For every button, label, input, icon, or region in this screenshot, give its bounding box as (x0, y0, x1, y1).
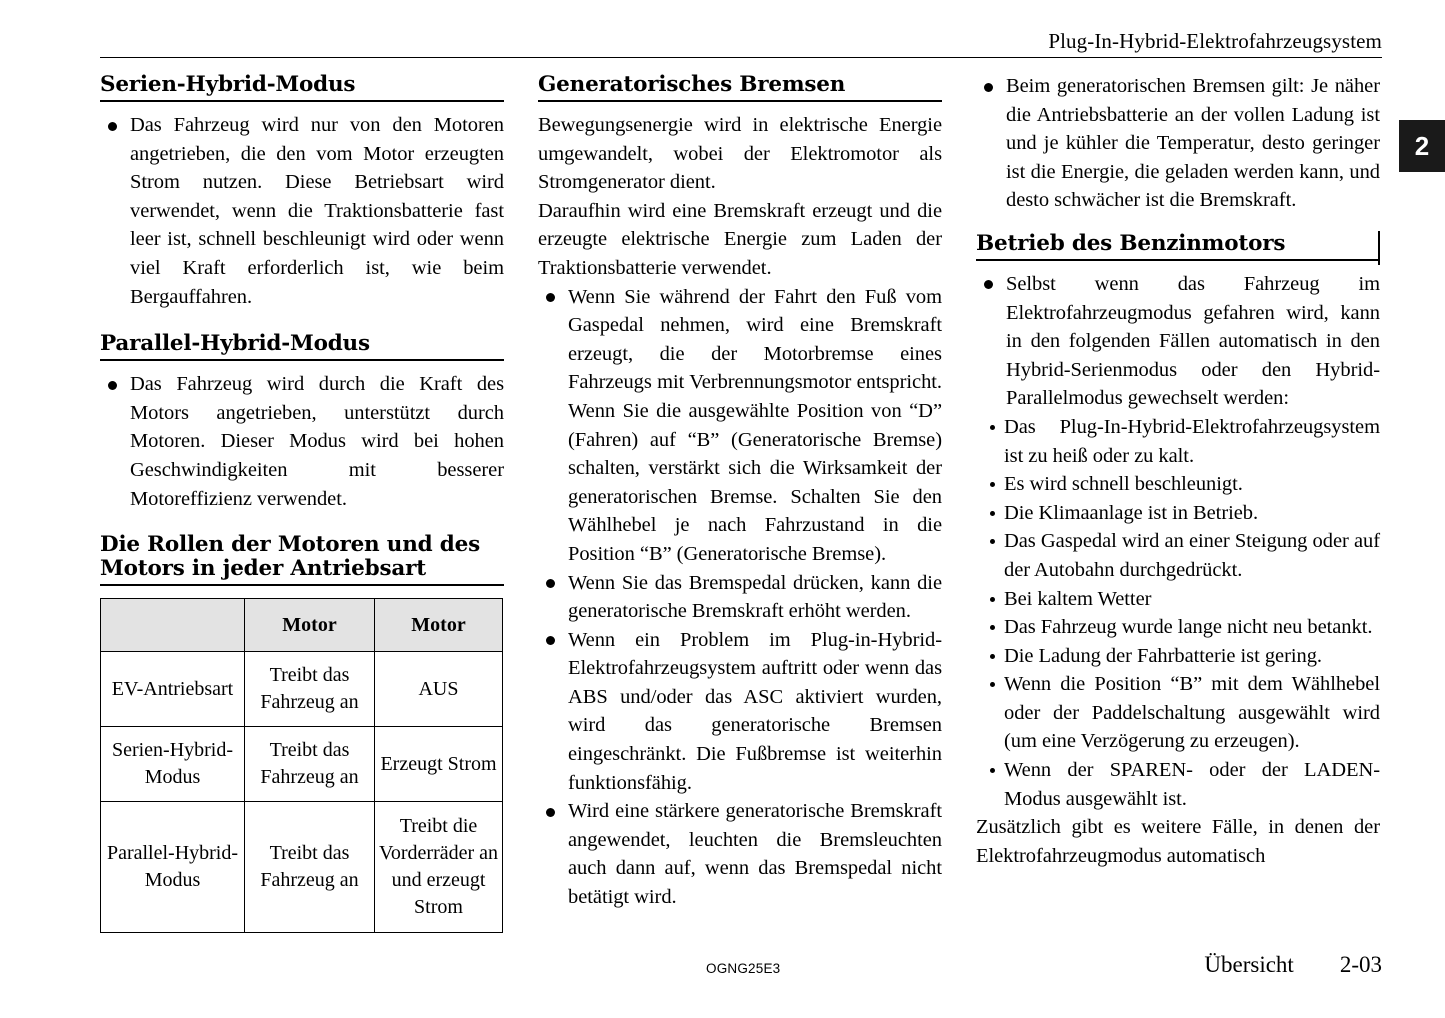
list-item (988, 613, 1380, 642)
sub-bullet-dot-icon (990, 511, 995, 516)
page-header-title: Plug-In-Hybrid-Elektrofahrzeugsystem (1048, 29, 1382, 53)
heading-generatorisches-bremsen: Generatorisches Bremsen (538, 72, 942, 102)
sub-bullet-dot-icon (990, 482, 995, 487)
table-row (101, 652, 503, 727)
footer-document-code: OGNG25E3 (706, 961, 781, 976)
chapter-tab-number: 2 (1414, 130, 1430, 161)
table-cell: EV-Antriebsart (101, 652, 245, 727)
list-item (988, 756, 1380, 813)
table-cell: Erzeugt Strom (375, 727, 503, 802)
left-column (100, 72, 504, 933)
table-cell: Treibt das Fahrzeug an (245, 802, 375, 933)
table-row (101, 727, 503, 802)
list-item (988, 527, 1380, 584)
list-item-text: Es wird schnell beschleunigt. (1004, 473, 1243, 496)
chapter-tab (1399, 120, 1445, 172)
sub-bullet-dot-icon (990, 768, 995, 773)
table-cell: Serien-Hybrid-Modus (101, 727, 245, 802)
sub-bullet-dot-icon (990, 425, 995, 430)
table-cell: Parallel-Hybrid-Modus (101, 802, 245, 933)
list-item-text: Selbst wenn das Fahrzeug im Elektrofahrzeugmodus gefahren wird, kann in den folgenden Fällen automatisch in den Hybrid-Serienmodus oder den Hybrid-Parallelmodus gewechselt werden: (1006, 272, 1380, 410)
list-item-text: Das Fahrzeug wird durch die Kraft des Motors angetrieben, unterstützt durch Motoren. Dieser Modus wird bei hohen Geschwindigkeiten mit besserer Motoreffizienz verwendet. (130, 373, 504, 510)
bullet-dot-icon (546, 808, 555, 817)
table-cell: Treibt das Fahrzeug an (245, 727, 375, 802)
list-item-text: Wenn Sie während der Fahrt den Fuß vom Gaspedal nehmen, wird eine Bremskraft erzeugt, die der Motorbremse eines Fahrzeugs mit Verbrennungsmotor entspricht. Wenn Sie die ausgewählte Position von “D” (Fahren) auf “B” (Generatorische Bremse) schalten, verstärkt sich die Wirksamkeit der generatorischen Bremse. Schalten Sie den Wählhebel je nach Fahrzustand in die Position “B” (Generatorische Bremse). (568, 285, 942, 565)
list-item (100, 111, 504, 311)
paragraph-daraufhin: Daraufhin wird eine Bremskraft erzeugt und die erzeugte elektrische Energie zum Laden der Traktionsbatterie verwendet. (538, 199, 942, 279)
table-header-cell: Motor (375, 599, 503, 652)
heading-betrieb-des-benzinmotors: Betrieb des Benzinmotors (976, 231, 1380, 261)
left-bullet-list-1 (100, 111, 504, 311)
bullet-dot-icon (108, 381, 117, 390)
header-divider (100, 57, 1382, 58)
footer-section-name: Übersicht (1204, 952, 1294, 977)
bullet-dot-icon (984, 280, 993, 289)
right-bullet-list-main (976, 270, 1380, 413)
paragraph-zusaetzlich: Zusätzlich gibt es weitere Fälle, in denen der Elektrofahrzeugmodus automatisch (976, 816, 1380, 867)
heading-serien-hybrid-modus: Serien-Hybrid-Modus (100, 72, 504, 102)
list-item-text: Bei kaltem Wetter (1004, 587, 1152, 610)
bullet-dot-icon (546, 636, 555, 645)
list-item-text: Wenn ein Problem im Plug-in-Hybrid-Elektrofahrzeugsystem auftritt oder wenn das ABS und/oder das ASC aktiviert wurden, wird das generatorische Bremsen eingeschränkt. Die Fußbremse ist weiterhin funktionsfähig. (568, 628, 942, 794)
list-item (976, 72, 1380, 215)
right-sub-bullet-list (976, 413, 1380, 813)
list-item (988, 499, 1380, 528)
sub-bullet-dot-icon (990, 654, 995, 659)
sub-bullet-dot-icon (990, 625, 995, 630)
heading-rollen-der-motoren: Die Rollen der Motoren und des Motors in jeder Antriebsart (100, 533, 504, 586)
table-row (101, 802, 503, 933)
list-item (988, 585, 1380, 614)
list-item-text: Wenn die Position “B” mit dem Wählhebel oder der Paddelschaltung ausgewählt wird (um eine Verzögerung zu erzeugen). (1004, 673, 1380, 753)
bullet-dot-icon (546, 293, 555, 302)
sub-bullet-dot-icon (990, 597, 995, 602)
list-item-text: Das Fahrzeug wurde lange nicht neu betankt. (1004, 616, 1373, 639)
footer-right (1204, 952, 1382, 978)
list-item (988, 670, 1380, 756)
footer-page-number: 2-03 (1339, 952, 1382, 977)
table-header-cell (101, 599, 245, 652)
sub-bullet-dot-icon (990, 539, 995, 544)
middle-column (538, 72, 942, 933)
table-header-row (101, 599, 503, 652)
list-item-text: Die Ladung der Fahrbatterie ist gering. (1004, 644, 1322, 667)
list-item (988, 642, 1380, 671)
list-item-text: Wenn der SPAREN- oder der LADEN-Modus ausgewählt ist. (1004, 759, 1380, 810)
right-bullet-list-top (976, 72, 1380, 215)
list-item (988, 470, 1380, 499)
list-item-text: Wird eine stärkere generatorische Bremskraft angewendet, leuchten die Bremsleuchten auch dann auf, wenn das Bremspedal nicht betätigt wird. (568, 800, 942, 909)
table-cell: Treibt das Fahrzeug an (245, 652, 375, 727)
table-header-cell: Motor (245, 599, 375, 652)
paragraph-bewegungsenergie: Bewegungsenergie wird in elektrische Energie umgewandelt, wobei der Elektromotor als Stromgenerator dient. (538, 114, 942, 194)
list-item (538, 626, 942, 798)
left-bullet-list-2 (100, 370, 504, 513)
page-header (100, 28, 1382, 58)
list-item (538, 569, 942, 626)
list-item (100, 370, 504, 513)
bullet-dot-icon (546, 579, 555, 588)
middle-bullet-list (538, 283, 942, 912)
list-item-text: Das Gaspedal wird an einer Steigung oder auf der Autobahn durchgedrückt. (1004, 530, 1380, 581)
right-column (976, 72, 1380, 933)
table-cell: AUS (375, 652, 503, 727)
list-item (988, 413, 1380, 470)
list-item-text: Beim generatorischen Bremsen gilt: Je näher die Antriebsbatterie an der vollen Ladung ist und je kühler die Temperatur, desto geringer ist die Energie, die geladen werden kann, und desto schwächer ist die Bremskraft. (1006, 75, 1380, 212)
list-item (538, 283, 942, 569)
content-columns (100, 72, 1382, 933)
table-cell: Treibt die Vorderräder an und erzeugt Strom (375, 802, 503, 933)
list-item-text: Wenn Sie das Bremspedal drücken, kann die generatorische Bremskraft erhöht werden. (568, 571, 942, 623)
heading-parallel-hybrid-modus: Parallel-Hybrid-Modus (100, 331, 504, 361)
list-item (538, 797, 942, 911)
bullet-dot-icon (984, 83, 993, 92)
list-item-text: Das Fahrzeug wird nur von den Motoren angetrieben, die den vom Motor erzeugten Strom nutzen. Diese Betriebsart wird verwendet, wenn die Traktionsbatterie fast leer ist, schnell beschleunigt wird oder wenn viel Kraft erforderlich ist, wie beim Bergauffahren. (130, 114, 504, 308)
list-item (976, 270, 1380, 413)
list-item-text: Das Plug-In-Hybrid-Elektrofahrzeugsystem ist zu heiß oder zu kalt. (1004, 415, 1380, 467)
list-item-text: Die Klimaanlage ist in Betrieb. (1004, 501, 1259, 524)
roles-table (100, 598, 503, 933)
bullet-dot-icon (108, 122, 117, 131)
sub-bullet-dot-icon (990, 682, 995, 687)
